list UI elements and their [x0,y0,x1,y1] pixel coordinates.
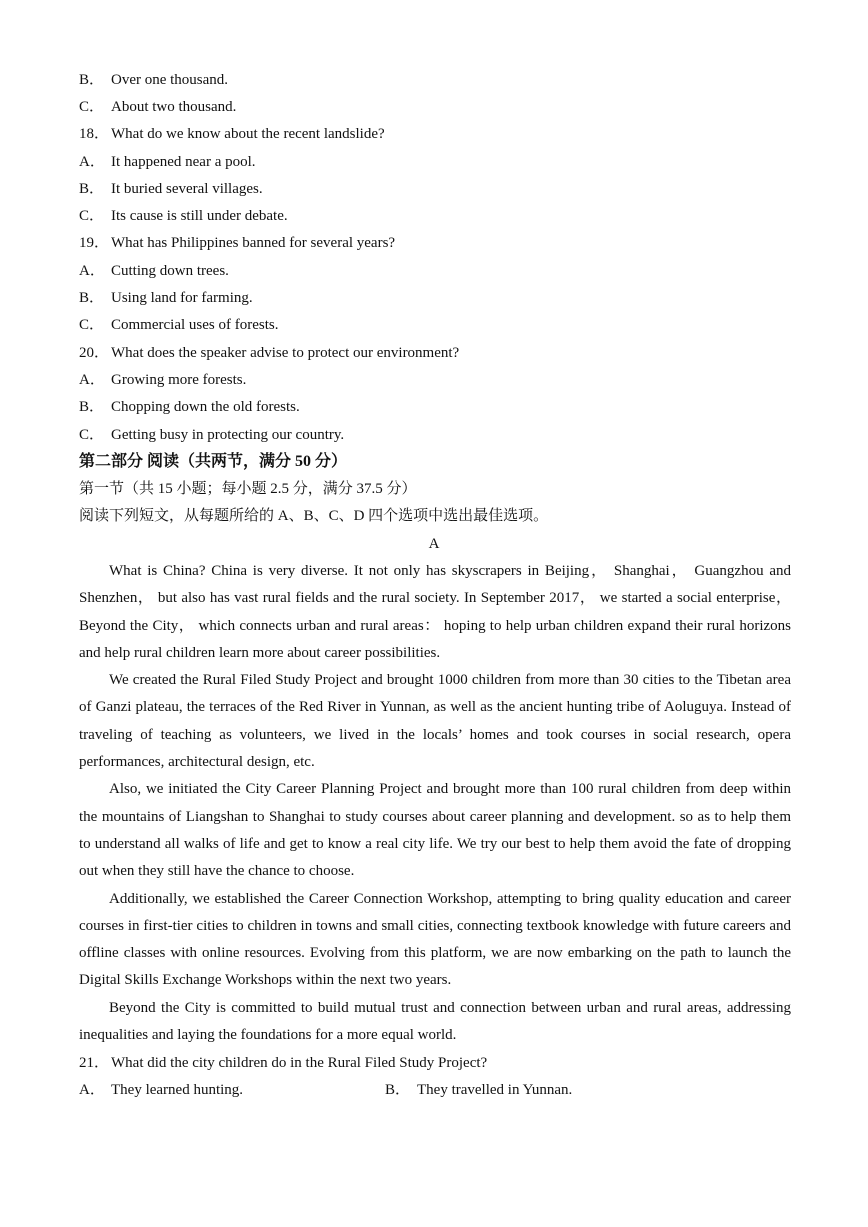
question-text: What has Philippines banned for several years? [111,235,396,251]
option-18c [79,207,288,225]
option-text: They travelled in Yunnan. [417,1082,573,1098]
option-20b [79,398,300,416]
option-20c [79,426,344,444]
option-text: Using land for farming. [111,290,253,306]
option-letter: C． [79,208,105,224]
question-21 [79,1054,487,1072]
option-letter: C． [79,427,105,443]
question-20 [79,344,459,362]
option-letter: B． [385,1082,411,1098]
option-text: About two thousand. [111,99,237,115]
option-letter: A． [79,1082,105,1098]
option-17b [79,71,228,89]
option-text: Its cause is still under debate. [111,208,288,224]
passage-paragraph: We created the Rural Filed Study Project and brought 1000 children from more than 30 cities to the Tibetan area of Ganzi plateau, the terraces of the Red River in Yunnan, as well as the ancient hunting tribe of Aoluguya. Instead of traveling of teaching as volunteers, we lived in the locals’ homes and took courses in social research, opera performances, architectural design, etc. [79,672,791,771]
question-text: What does the speaker advise to protect our environment? [111,345,460,361]
option-letter: B． [79,399,105,415]
option-21b [385,1081,572,1099]
passage-label: A [428,536,440,552]
option-text: Over one thousand. [111,72,229,88]
option-letter: A． [79,372,105,388]
option-text: Growing more forests. [111,372,247,388]
option-letter: A． [79,263,105,279]
passage-paragraph: What is China? China is very diverse. It not only has skyscrapers in Beijing， Shanghai， Guangzhou and Shenzhen， but also has vast rural fields and the rural society. In September 2017， we started a social enterprise，Beyond the City， which connects urban and rural areas： hoping to help urban children expand their rural horizons and help rural children learn more about career possibilities. [79,563,791,661]
option-19c [79,316,278,334]
option-text: Getting busy in protecting our country. [111,427,345,443]
passage-paragraph: Also, we initiated the City Career Planning Project and brought more than 100 rural children from deep within the mountains of Liangshan to Shanghai to study courses about career planning and development. so as to help them to understand all walks of life and get to know a real city life. We try our best to help them avoid the fate of dropping out when they still have the chance to choose. [79,781,791,880]
option-text: It happened near a pool. [111,154,256,170]
question-number: 20． [79,345,110,361]
option-text: Chopping down the old forests. [111,399,300,415]
option-21a [79,1081,243,1099]
section-instruction: 阅读下列短文，从每题所给的 A、B、C、D 四个选项中选出最佳选项。 [79,508,549,524]
option-18a [79,153,256,171]
option-letter: B． [79,290,105,306]
passage-paragraph: Beyond the City is committed to build mutual trust and connection between urban and rural areas, addressing inequalities and laying the foundations for a more equal world. [79,999,791,1044]
option-letter: A． [79,154,105,170]
question-number: 18． [79,126,110,142]
option-letter: B． [79,72,105,88]
question-19 [79,234,395,252]
section-title: 第二部分 阅读（共两节，满分 50 分） [79,453,348,470]
option-19b [79,289,253,307]
option-letter: C． [79,317,105,333]
section-subtitle: 第一节（共 15 小题；每小题 2.5 分，满分 37.5 分） [79,481,417,497]
passage-body [79,558,791,1049]
option-text: Commercial uses of forests. [111,317,279,333]
option-letter: B． [79,181,105,197]
question-text: What do we know about the recent landslide? [111,126,385,142]
option-20a [79,371,246,389]
option-17c [79,98,236,116]
option-18b [79,180,263,198]
passage-paragraph: Additionally, we established the Career Connection Workshop, attempting to bring quality education and career courses in first-tier cities to children in towns and small cities, connecting textbook knowledge with future careers and offline classes with online resources. Evolving from this platform, we are now embarking on the path to launch the Digital Skills Exchange Workshops within the next two years. [79,890,791,989]
option-text: They learned hunting. [111,1082,244,1098]
option-text: Cutting down trees. [111,263,229,279]
option-letter: C． [79,99,105,115]
question-text: What did the city children do in the Rural Filed Study Project? [111,1055,488,1071]
question-number: 21． [79,1055,110,1071]
question-number: 19． [79,235,110,251]
question-18 [79,125,385,143]
option-19a [79,262,229,280]
option-text: It buried several villages. [111,181,263,197]
